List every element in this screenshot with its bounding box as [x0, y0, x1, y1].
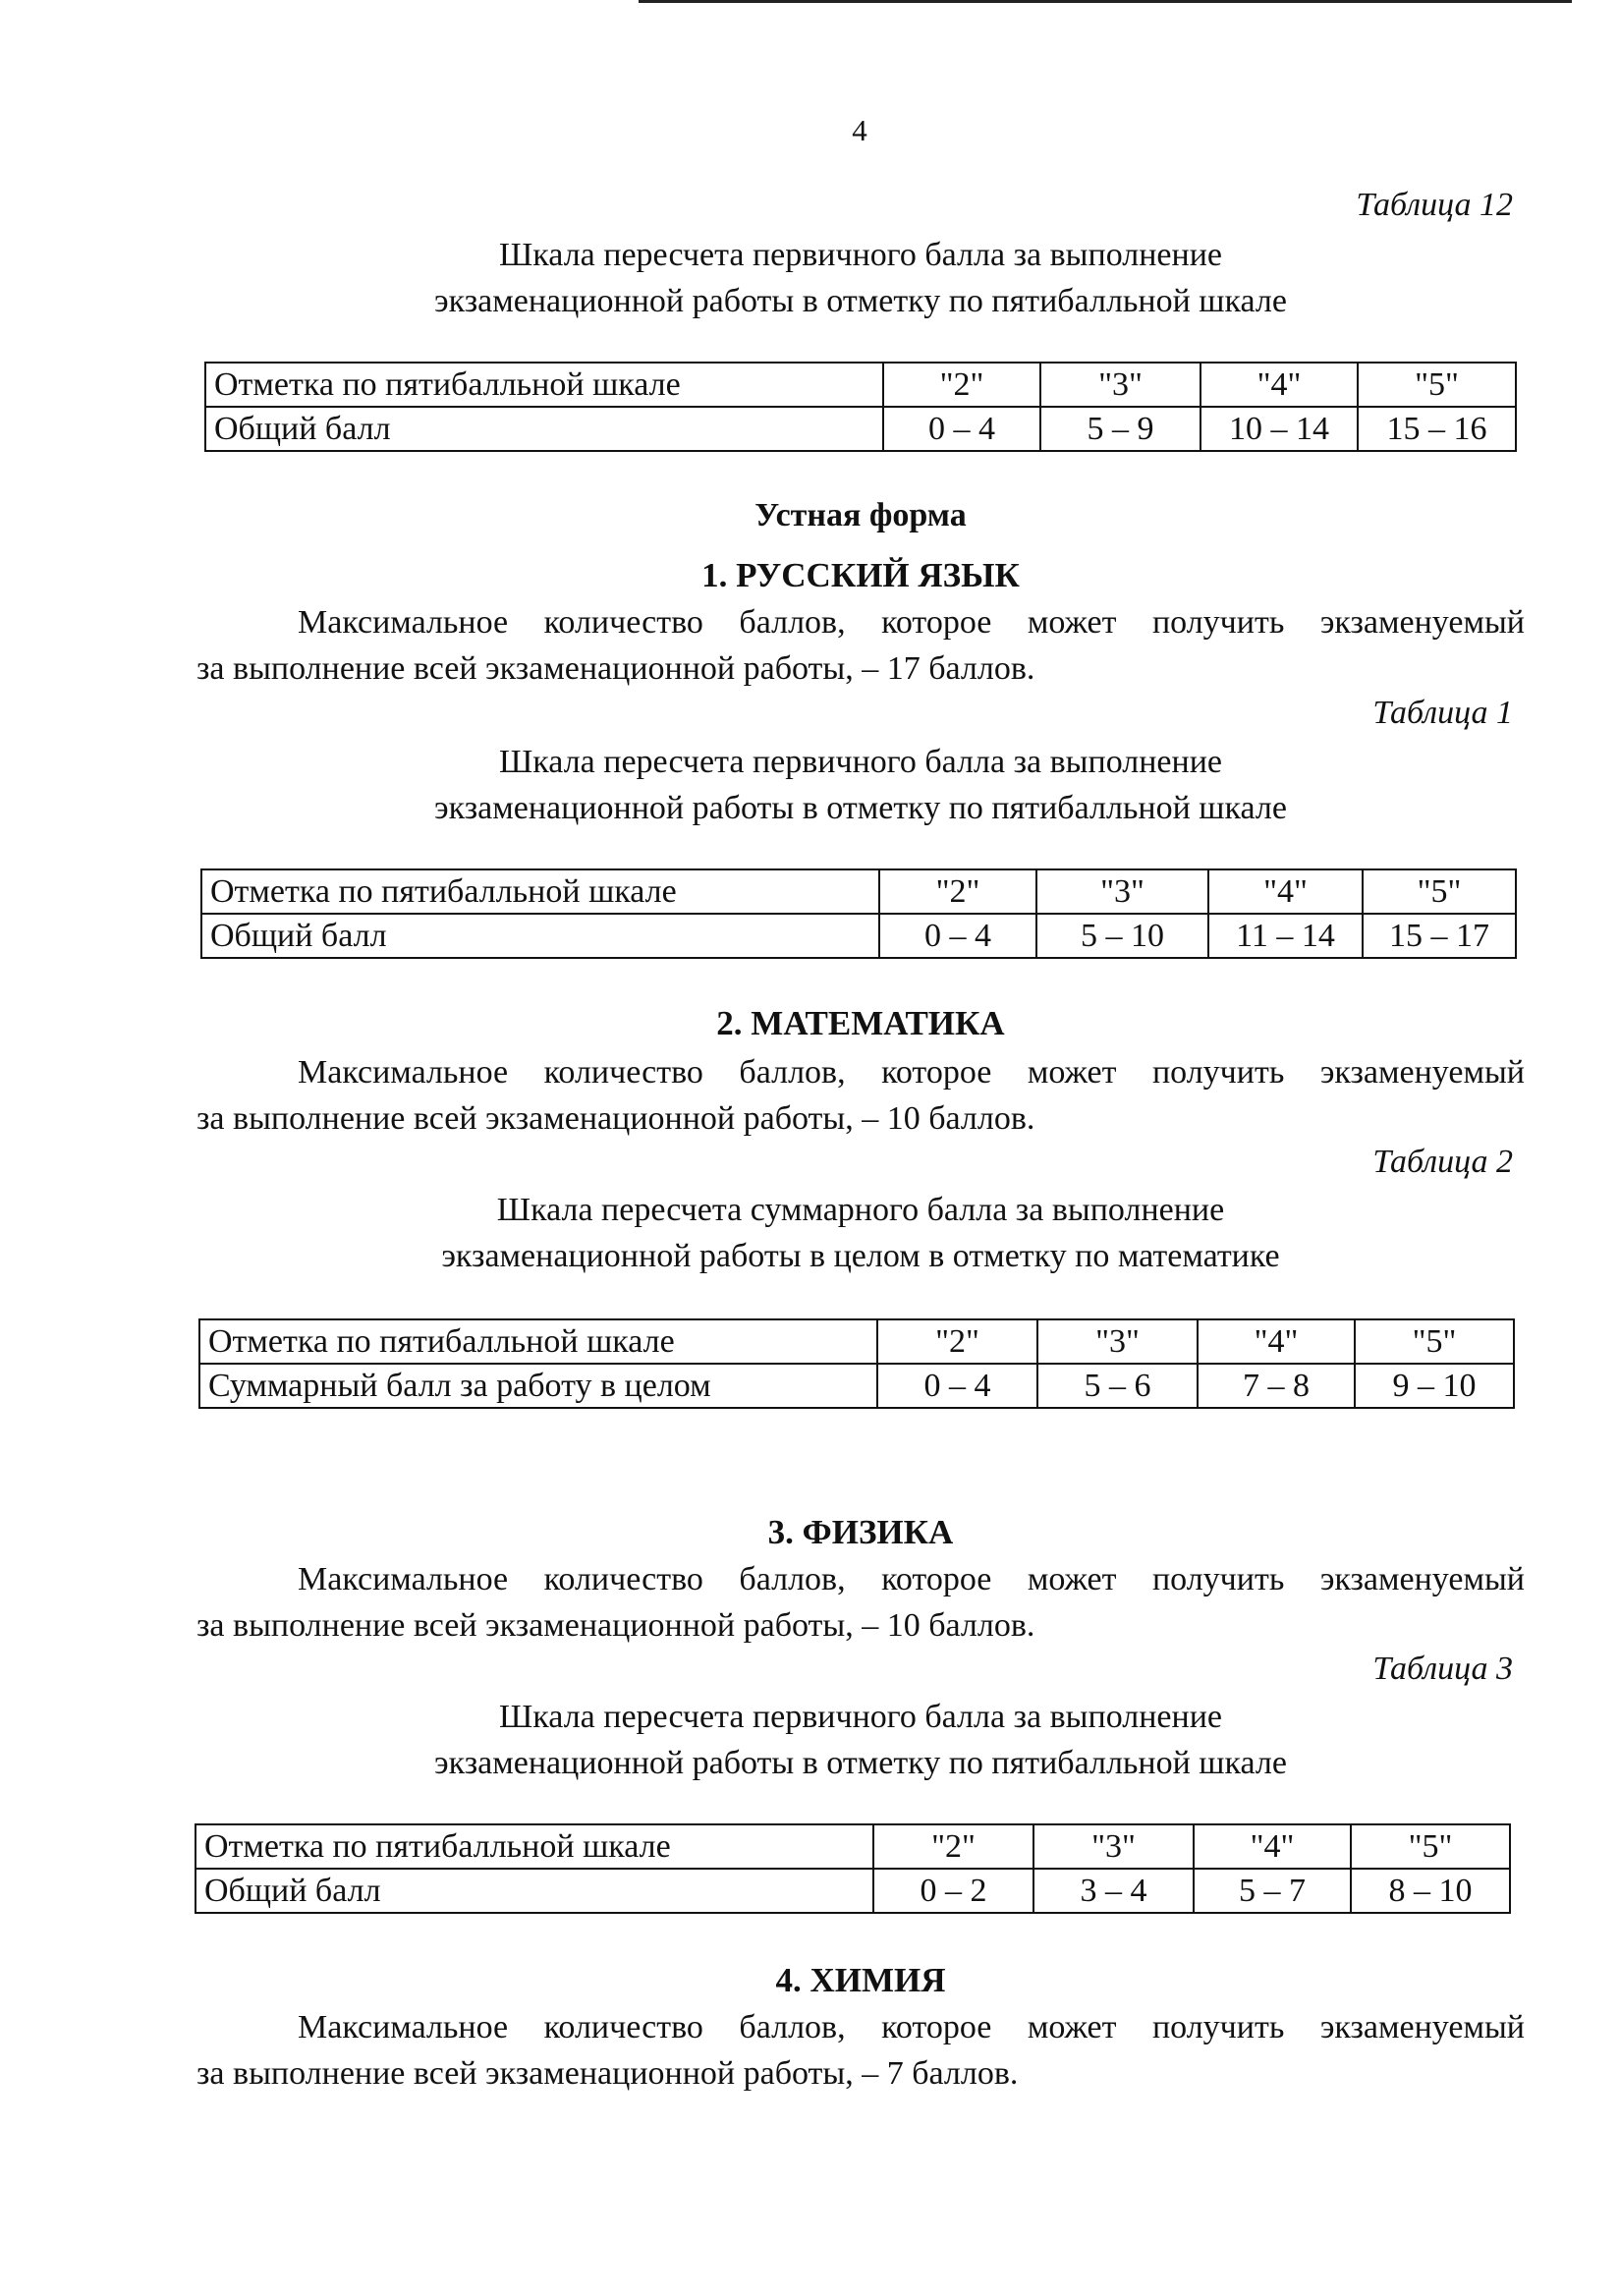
table-row	[195, 1824, 1510, 1869]
grade-cell: "5"	[1358, 363, 1516, 407]
grade-cell: "5"	[1363, 869, 1516, 914]
chemistry-heading: 4. ХИМИЯ	[775, 1961, 946, 1999]
paragraph-line: Максимальное количество баллов, которое может получить экзаменуемый	[298, 1561, 1525, 1597]
score-cell: 7 – 8	[1198, 1364, 1355, 1408]
row-label: Суммарный балл за работу в целом	[199, 1364, 877, 1408]
page-number: 4	[852, 113, 867, 147]
score-cell: 11 – 14	[1208, 914, 1363, 958]
table-1-caption	[196, 739, 1525, 831]
caption-line: экзаменационной работы в отметку по пятибалльной шкале	[434, 283, 1287, 319]
grade-cell: "3"	[1040, 363, 1200, 407]
physics-max-score	[196, 1556, 1525, 1649]
caption-line: Шкала пересчета первичного балла за выполнение	[499, 744, 1222, 780]
caption-line: экзаменационной работы в целом в отметку по математике	[441, 1238, 1280, 1274]
math-max-score	[196, 1049, 1525, 1142]
table-12-label: Таблица 12	[1356, 187, 1513, 223]
table-row	[205, 407, 1516, 451]
grade-cell: "3"	[1033, 1824, 1194, 1869]
table-row	[195, 1869, 1510, 1913]
table-3-caption	[196, 1694, 1525, 1786]
russian-max-score	[196, 599, 1525, 692]
score-cell: 15 – 17	[1363, 914, 1516, 958]
row-label: Отметка по пятибалльной шкале	[205, 363, 883, 407]
russian-heading: 1. РУССКИЙ ЯЗЫК	[701, 556, 1020, 594]
chemistry-max-score	[196, 2004, 1525, 2097]
table-row	[205, 363, 1516, 407]
table-1-label: Таблица 1	[1372, 695, 1513, 731]
grade-cell: "2"	[873, 1824, 1033, 1869]
scale-table-2	[198, 1318, 1515, 1409]
score-cell: 5 – 7	[1194, 1869, 1351, 1913]
score-cell: 0 – 2	[873, 1869, 1033, 1913]
grade-cell: "5"	[1355, 1319, 1514, 1364]
row-label: Общий балл	[195, 1869, 873, 1913]
score-cell: 0 – 4	[883, 407, 1040, 451]
grade-cell: "4"	[1194, 1824, 1351, 1869]
top-border-line	[639, 0, 1572, 3]
paragraph-line: Максимальное количество баллов, которое может получить экзаменуемый	[298, 1054, 1525, 1091]
grade-cell: "4"	[1198, 1319, 1355, 1364]
score-cell: 5 – 9	[1040, 407, 1200, 451]
score-cell: 15 – 16	[1358, 407, 1516, 451]
table-row	[199, 1364, 1514, 1408]
paragraph-line: Максимальное количество баллов, которое может получить экзаменуемый	[298, 2009, 1525, 2045]
paragraph-line: Максимальное количество баллов, которое может получить экзаменуемый	[298, 604, 1525, 641]
row-label: Отметка по пятибалльной шкале	[195, 1824, 873, 1869]
table-row	[201, 869, 1516, 914]
grade-cell: "3"	[1036, 869, 1208, 914]
scale-table-12	[204, 362, 1517, 452]
caption-line: Шкала пересчета первичного балла за выполнение	[499, 237, 1222, 273]
score-cell: 10 – 14	[1200, 407, 1358, 451]
table-2-label: Таблица 2	[1372, 1144, 1513, 1180]
section-title: Устная форма	[754, 497, 967, 533]
paragraph-line: за выполнение всей экзаменационной работы, – 10 баллов.	[196, 1100, 1035, 1137]
grade-cell: "4"	[1200, 363, 1358, 407]
grade-cell: "2"	[877, 1319, 1037, 1364]
grade-cell: "2"	[883, 363, 1040, 407]
caption-line: Шкала пересчета суммарного балла за выполнение	[496, 1192, 1225, 1228]
physics-heading: 3. ФИЗИКА	[767, 1513, 954, 1551]
grade-cell: "5"	[1351, 1824, 1510, 1869]
caption-line: экзаменационной работы в отметку по пятибалльной шкале	[434, 1745, 1287, 1781]
caption-line: Шкала пересчета первичного балла за выполнение	[499, 1699, 1222, 1735]
scale-table-1	[200, 868, 1517, 959]
score-cell: 0 – 4	[879, 914, 1036, 958]
grade-cell: "4"	[1208, 869, 1363, 914]
score-cell: 9 – 10	[1355, 1364, 1514, 1408]
table-12-caption	[196, 232, 1525, 324]
paragraph-line: за выполнение всей экзаменационной работы, – 10 баллов.	[196, 1607, 1035, 1644]
score-cell: 5 – 6	[1037, 1364, 1198, 1408]
score-cell: 8 – 10	[1351, 1869, 1510, 1913]
math-heading: 2. МАТЕМАТИКА	[716, 1004, 1005, 1042]
grade-cell: "2"	[879, 869, 1036, 914]
paragraph-line: за выполнение всей экзаменационной работы, – 17 баллов.	[196, 650, 1035, 687]
score-cell: 0 – 4	[877, 1364, 1037, 1408]
row-label: Общий балл	[201, 914, 879, 958]
table-2-caption	[196, 1187, 1525, 1279]
row-label: Общий балл	[205, 407, 883, 451]
table-row	[199, 1319, 1514, 1364]
table-row	[201, 914, 1516, 958]
caption-line: экзаменационной работы в отметку по пятибалльной шкале	[434, 790, 1287, 826]
paragraph-line: за выполнение всей экзаменационной работы, – 7 баллов.	[196, 2055, 1019, 2092]
scale-table-3	[195, 1823, 1511, 1914]
table-3-label: Таблица 3	[1372, 1651, 1513, 1687]
row-label: Отметка по пятибалльной шкале	[201, 869, 879, 914]
score-cell: 3 – 4	[1033, 1869, 1194, 1913]
score-cell: 5 – 10	[1036, 914, 1208, 958]
grade-cell: "3"	[1037, 1319, 1198, 1364]
row-label: Отметка по пятибалльной шкале	[199, 1319, 877, 1364]
